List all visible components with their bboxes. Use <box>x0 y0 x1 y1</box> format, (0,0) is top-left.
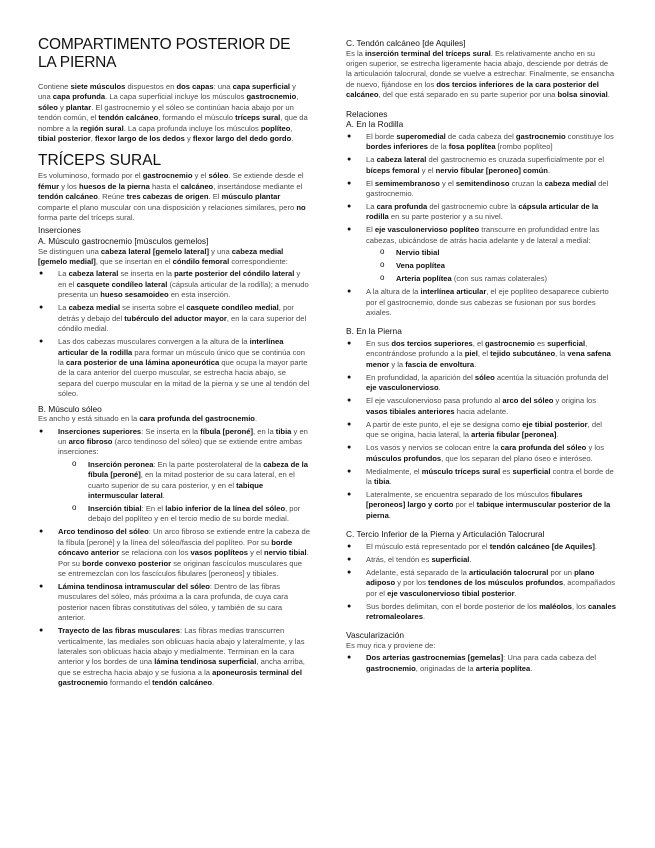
list-item: ● La cabeza lateral del gastrocnemio es cruzada superficialmente por el bíceps femoral y el nervio fibular [peroneo] común. <box>366 155 616 176</box>
tercio-heading: C. Tercio Inferior de la Pierna y Articulación Talocrural <box>346 529 545 540</box>
bold-term: bordes inferiores <box>366 142 429 152</box>
bold-term: eje vasculonervioso tibial posterior <box>387 588 515 598</box>
bold-term: nervio fibular [peroneo] común <box>435 165 548 175</box>
list-item <box>396 261 616 271</box>
bold-term: Arco tendinoso del sóleo <box>58 527 149 537</box>
triceps-intro: Es voluminoso, formado por el gastrocnemio y el sóleo. Se extiende desde el fémur y los huesos de la pierna hasta el calcáneo, insertándose mediante el tendón calcáneo. Reúne tres cabezas de origen. El músculo plantar comparte el plano muscular con una disposición y relaciones similares, pero no forma parte del tríceps sural. <box>38 171 306 223</box>
bold-term: cápsula articular de la rodilla <box>366 202 599 222</box>
bold-term: vasos poplíteos <box>190 548 248 558</box>
tendon-paragraph: Es la inserción terminal del tríceps sural. Es relativamente ancho en su origen superior, se estrecha ligeramente hacia abajo, desciende por detrás de la articulación talocrural, donde se vuelve a estrechar. Finalmente, se ensancha de nuevo, fijándose en los dos tercios inferiores de la cara posterior del calcáneo, del que está separado en su parte superior por una bolsa sinovial. <box>346 48 615 100</box>
sub-list <box>58 460 310 525</box>
bold-term: plantar <box>65 102 92 112</box>
sub-list <box>366 248 616 284</box>
tercio-list <box>346 542 616 623</box>
bold-term: gastrocnemio <box>142 171 193 181</box>
bold-term: semimembranoso <box>374 178 440 188</box>
bold-term: sóleo <box>38 102 58 112</box>
relaciones-heading: Relaciones <box>346 108 388 119</box>
bold-term: tibia <box>374 476 390 486</box>
bold-term: cabeza lateral <box>376 155 427 165</box>
list-item: o Inserción tibial: En el labio inferior de la línea del sóleo, por debajo del poplíteo y en el tercio medio de su borde medial. <box>88 504 310 525</box>
bold-term: gastrocnemio <box>485 339 535 349</box>
rodilla-heading: A. En la Rodilla <box>346 119 404 130</box>
list-item: ● La cara profunda del gastrocnemio cubre la cápsula articular de la rodilla en su parte posterior y a su nivel. <box>366 202 616 223</box>
list-item: ● Adelante, está separado de la articulación talocrural por un plano adiposo y por los tendones de los músculos profundos, acompañados por el eje vasculonervioso tibial posterior. <box>366 568 616 599</box>
bold-term: siete músculos <box>70 82 126 91</box>
bold-term: Trayecto de las fibras musculares <box>58 626 180 636</box>
bold-term: nervio tibial <box>264 548 307 558</box>
bold-term: interlínea articular <box>420 287 487 297</box>
soleo-intro: Es ancho y está situado en la cara profunda del gastrocnemio. <box>38 414 258 424</box>
bold-term: casquete condíleo medial <box>186 303 279 313</box>
bold-term: fémur <box>38 181 60 191</box>
bold-term: arteria poplítea <box>475 663 531 673</box>
intro-paragraph: Contiene siete músculos dispuestos en dos capas: una capa superficial y una capa profunda. La capa superficial incluye los músculos gastrocnemio, sóleo y plantar. El gastrocnemio y el sóleo se continúan hacia abajo por un tendón común, el tendón calcáneo, formando el músculo tríceps sural, que da nombre a la región sural. La capa profunda incluye los músculos poplíteo, tibial posterior, flexor largo de los dedos y flexor largo del dedo gordo. <box>38 82 308 144</box>
bold-term: tres cabezas de origen <box>126 192 209 202</box>
bold-term: tendones de los músculos profundos <box>428 578 564 588</box>
bold-term: fibulares [peroneos] largo y corto <box>366 489 583 510</box>
bold-term: fíbula [peroné] <box>200 426 253 436</box>
bold-term: Lámina tendinosa intramuscular del sóleo <box>58 582 210 591</box>
bold-term: cara profunda del gastrocnemio <box>139 414 255 424</box>
list-item: o Arteria poplítea (con sus ramas colaterales) <box>396 274 616 284</box>
bold-term: vasos tibiales anteriores <box>366 406 455 416</box>
bold-term: fosa poplítea <box>448 142 496 152</box>
bold-term: hueso sesamoideo <box>100 290 169 300</box>
bold-term: sóleo <box>208 171 229 181</box>
bold-term: inserción terminal del tríceps sural <box>365 48 491 58</box>
list-item: ● Arco tendinoso del sóleo: Un arco fibroso se extiende entre la cabeza de la fíbula [peroné] y la línea del sóleo/fascia del poplíteo. Por su borde cóncavo anterior se relaciona con los vasos poplíteos y el nervio tibial. Por su borde convexo posterior se originan fascículos musculares que se entremezclan con los fascículos fibulares [peroneos] y tibiales. <box>58 527 310 579</box>
bold-term: lámina tendinosa superficial <box>154 657 257 667</box>
soleo-heading: B. Músculo sóleo <box>38 403 102 414</box>
bold-term: cabeza medial <box>68 303 121 313</box>
bold-term: tríceps sural <box>235 113 281 123</box>
bold-term: cara posterior de una lámina aponeurótica <box>66 357 220 367</box>
list-item: ● El eje vasculonervioso pasa profundo al arco del sóleo y origina los vasos tibiales anteriores hacia adelante. <box>366 396 616 417</box>
pierna-heading: B. En la Pierna <box>346 326 402 337</box>
list-item: ● En sus dos tercios superiores, el gastrocnemio es superficial, encontrándose profundo a la piel, el tejido subcutáneo, la vena safena menor y la fascia de envoltura. <box>366 339 616 370</box>
list-item: ● Medialmente, el músculo tríceps sural es superficial contra el borde de la tibia. <box>366 467 616 488</box>
bold-term: tibial posterior <box>38 134 91 144</box>
bold-term: interlínea articular de la rodilla <box>58 337 284 357</box>
bold-term: flexor largo de los dedos <box>94 134 185 144</box>
gemelos-heading: A. Músculo gastrocnemio [músculos gemelos] <box>38 236 209 247</box>
list-item: ● El borde superomedial de cada cabeza del gastrocnemio constituye los bordes inferiores de la fosa poplítea [rombo poplíteo] <box>366 132 616 153</box>
list-item: ● Inserciones superiores: Se inserta en la fíbula [peroné], en la tibia y en un arco fibroso (arco tendinoso del sóleo) que se extiende entre ambas inserciones: o Inserción peronea: En la parte posterolateral de la cabeza de la fíbula [peroné], en la mitad posterior de su cara lateral, en el cuarto superior de su cara posterior, y en el tabique intermuscular lateral. o Inserción tibial: En el labio inferior de la línea del sóleo, por debajo del poplíteo y en el tercio medio de su borde medial. <box>58 427 310 525</box>
bold-term: flexor largo del dedo gordo <box>192 134 292 144</box>
list-item: ● El músculo está representado por el tendón calcáneo [de Aquiles]. <box>366 542 616 552</box>
bold-term: semitendinoso <box>455 178 510 188</box>
bold-term: tendón calcáneo [de Aquiles] <box>489 541 595 551</box>
bold-term: gastrocnemio <box>246 92 297 102</box>
bold-term: arco fibroso <box>68 436 113 446</box>
bold-term: superficial <box>431 554 470 564</box>
list-item: ● Sus bordes delimitan, con el borde posterior de los maléolos, los canales retromaleolares. <box>366 602 616 623</box>
inserciones-heading: Inserciones <box>38 225 81 236</box>
bold-term: aponeurosis terminal del gastrocnemio <box>58 667 302 688</box>
list-item: ● Las dos cabezas musculares convergen a la altura de la interlínea articular de la rodilla para formar un músculo único que se continúa con la cara posterior de una lámina aponeurótica que ocupa la mayor parte de la cara anterior del cuerpo muscular, se estrecha hacia abajo, se separa del cuerpo muscular en la mitad de la pierna y se une al tendón del sóleo. <box>58 337 310 399</box>
bold-term: fascia de envoltura <box>405 359 475 369</box>
rodilla-list <box>346 132 616 319</box>
bold-term: poplíteo <box>260 123 291 133</box>
bold-term: Arteria poplítea <box>396 274 452 284</box>
list-item: ● A partir de este punto, el eje se designa como eje tibial posterior, del que se origina, hacia lateral, la arteria fibular [peronea]. <box>366 420 616 441</box>
pierna-list <box>346 339 616 521</box>
bold-term: cabeza de la fíbula [peroné] <box>88 459 308 480</box>
vascularizacion-intro: Es muy rica y proviene de: <box>346 640 436 650</box>
list-item: ● Lateralmente, se encuentra separado de los músculos fibulares [peroneos] largo y corto por el tabique intermuscular posterior de la pierna. <box>366 490 616 521</box>
vascularizacion-list <box>346 653 616 674</box>
bold-term: dos tercios inferiores de la cara posterior del calcáneo <box>346 79 599 100</box>
bold-term: capa superficial <box>232 82 291 91</box>
bold-term: arco del sóleo <box>502 396 554 406</box>
bold-term: tubérculo del aductor mayor <box>124 313 227 323</box>
bold-term: Inserción tibial <box>88 503 142 513</box>
bold-term: casquete condíleo lateral <box>76 279 168 289</box>
left-column <box>38 36 310 693</box>
gemelos-list <box>38 269 310 399</box>
bold-term: no <box>296 202 306 212</box>
bold-term: gastrocnemio <box>515 131 566 141</box>
bold-term: tejido subcutáneo <box>490 349 556 359</box>
bold-term: arteria fibular [peronea] <box>471 430 557 440</box>
bold-term: tendón calcáneo <box>152 678 213 688</box>
list-item: ● A la altura de la interlínea articular, el eje poplíteo desaparece cubierto por el gastrocnemio, donde sus cabezas se fusionan por sus bordes axiales. <box>366 287 616 318</box>
list-item: ● El semimembranoso y el semitendinoso cruzan la cabeza medial del gastrocnemio. <box>366 179 616 200</box>
bold-term: superficial <box>547 339 586 349</box>
list-item: ● Los vasos y nervios se colocan entre la cara profunda del sóleo y los músculos profundos, que los separan del plano óseo e interóseo. <box>366 443 616 464</box>
bold-term: tibia <box>275 426 292 436</box>
bold-term: Nervio tibial <box>396 248 440 258</box>
triceps-heading: TRÍCEPS SURAL <box>38 152 162 170</box>
bold-term: Dos arterias gastrocnemias [gemelas] <box>366 653 504 663</box>
bold-term: sóleo <box>474 372 495 382</box>
bold-term: tendón calcáneo <box>38 192 98 202</box>
bold-term: canales retromaleolares <box>366 601 616 621</box>
bold-term: cabeza lateral [gemelo lateral] <box>100 246 209 256</box>
bold-term: gastrocnemio <box>366 663 416 673</box>
bold-term: tabique intermuscular posterior de la pierna <box>366 500 611 520</box>
bold-term: maléolos <box>539 601 572 611</box>
bold-term: Inserción peronea <box>88 459 154 469</box>
bold-term: superficial <box>512 466 551 476</box>
bold-term: borde cóncavo anterior <box>58 537 293 558</box>
list-item: ● Trayecto de las fibras musculares: Las fibras medias transcurren verticalmente, las mediales son oblicuas hacia abajo y lateralmente, y las laterales son oblicuas hacia abajo y medialmente. Terminan en la cara anterior y los bordes de una lámina tendinosa superficial, ancha arriba, que se estrecha hacia abajo y se fusiona a la aponeurosis terminal del gastrocnemio formando el tendón calcáneo. <box>58 626 310 688</box>
list-item: ● En profundidad, la aparición del sóleo acentúa la situación profunda del eje vasculonervioso. <box>366 373 616 394</box>
list-item: ● El eje vasculonervioso poplíteo transcurre en profundidad entre las cabezas, ubicándose de atrás hacia adelante y de lateral a medial: o Nervio tibial o Vena poplítea o Arteria poplítea (con sus ramas colaterales) <box>366 225 616 284</box>
tendon-heading: C. Tendón calcáneo [de Aquiles] <box>346 38 466 48</box>
bold-term: parte posterior del cóndilo lateral <box>174 269 295 279</box>
bold-term: cóndilo femoral <box>172 257 230 267</box>
bold-term: bíceps femoral <box>366 165 420 175</box>
list-item: ● Lámina tendinosa intramuscular del sóleo: Dentro de las fibras musculares del sóleo, más próxima a la cara profunda, de cuya cara posterior nacen fibras constitutivas del sóleo, y también de su cara anterior. <box>58 582 310 624</box>
vascularizacion-heading: Vascularización <box>346 630 405 641</box>
bold-term: cara profunda <box>376 202 428 212</box>
bold-term: músculo tríceps sural <box>421 466 501 476</box>
bold-term: borde convexo posterior <box>82 558 172 568</box>
bold-term: dos tercios superiores <box>391 339 473 349</box>
bold-term: bolsa sinovial <box>557 90 608 100</box>
list-item <box>396 248 616 258</box>
bold-term: músculos profundos <box>366 453 442 463</box>
document-title: COMPARTIMENTO POSTERIOR DE LA PIERNA <box>38 36 291 71</box>
bold-term: calcáneo <box>180 181 214 191</box>
bold-term: cabeza lateral <box>68 269 119 279</box>
bold-term: plano adiposo <box>366 567 595 588</box>
bold-term: cabeza medial <box>544 178 597 188</box>
bold-term: superomedial <box>396 131 446 141</box>
bold-term: Inserciones superiores <box>58 426 142 436</box>
list-item: ● La cabeza medial se inserta sobre el casquete condíleo medial, por detrás y debajo del tubérculo del aductor mayor, en la cara superior del cóndilo medial. <box>58 303 310 334</box>
bold-term: eje tibial posterior <box>522 419 588 429</box>
right-column <box>346 38 616 678</box>
bold-term: eje vasculonervioso <box>366 383 439 393</box>
bold-term: vena safena menor <box>366 349 611 369</box>
bold-term: dos capas <box>176 82 214 91</box>
bold-term: labio inferior de la línea del sóleo <box>165 503 286 513</box>
bold-term: piel <box>464 349 478 359</box>
bold-term: cara profunda del sóleo <box>500 443 587 453</box>
bold-term: tendón calcáneo <box>98 113 159 123</box>
list-item: ● Atrás, el tendón es superficial. <box>366 555 616 565</box>
list-item: ● La cabeza lateral se inserta en la parte posterior del cóndilo lateral y en el casquete condíleo lateral (cápsula articular de la rodilla); a menudo presenta un hueso sesamoideo en esta inserción. <box>58 269 310 300</box>
gemelos-intro: Se distinguen una cabeza lateral [gemelo lateral] y una cabeza medial [gemelo medial], que se insertan en el cóndilo femoral correspondiente: <box>38 246 288 267</box>
bold-term: cabeza medial [gemelo medial] <box>38 246 284 267</box>
bold-term: huesos de la pierna <box>78 181 150 191</box>
bold-term: eje vasculonervioso poplíteo <box>374 225 480 235</box>
bold-term: región sural <box>80 123 124 133</box>
list-item: o Inserción peronea: En la parte posterolateral de la cabeza de la fíbula [peroné], en la mitad posterior de su cara lateral, en el cuarto superior de su cara posterior, y en el tabique intermuscular lateral. <box>88 460 310 502</box>
list-item: ● Dos arterias gastrocnemias [gemelas]: Una para cada cabeza del gastrocnemio, originadas de la arteria poplítea. <box>366 653 616 674</box>
bold-term: articulación talocrural <box>469 567 549 577</box>
bold-term: músculo plantar <box>221 192 281 202</box>
bold-term: tabique intermuscular lateral <box>88 480 264 500</box>
soleo-list <box>38 427 310 689</box>
bold-term: capa profunda <box>52 92 106 102</box>
bold-term: Vena poplítea <box>396 261 445 271</box>
